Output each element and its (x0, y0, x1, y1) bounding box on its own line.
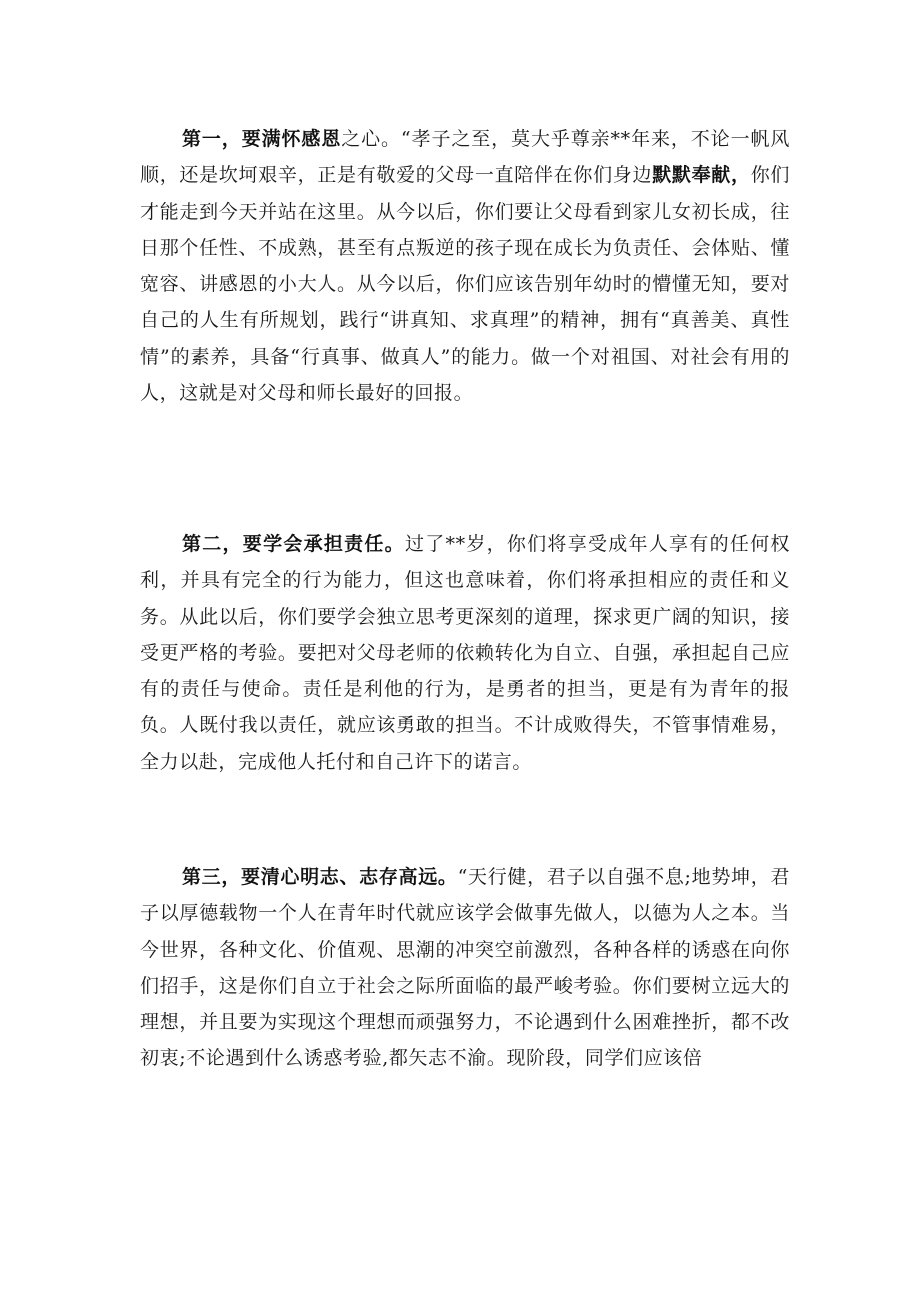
paragraph-responsibility (140, 526, 790, 780)
paragraph-text: “天行健，君子以自强不息;地势坤，君子以厚德载物一个人在青年时代就应该学会做事先做人，以德为人之本。当今世界，各种文化、价值观、思潮的冲突空前激烈，各种各样的诱惑在向你们招手，这是你们自立于社会之际所面临的最严峻考验。你们要树立远大的理想，并且要为实现这个理想而顽强努力，不论遇到什么困难挫折，都不改初衷;不论遇到什么诱惑考验,都矢志不渝。现阶段，同学们应该倍 (140, 866, 790, 1070)
paragraph-heading: 第二，要学会承担责任。 (182, 533, 405, 555)
paragraph-text: 过了**岁，你们将享受成年人享有的任何权利，并具有完全的行为能力，但这也意味着，你们将承担相应的责任和义务。从此以后，你们要学会独立思考更深刻的道理，探求更广阔的知识，接受更严格的考验。要把对父母老师的依赖转化为自立、自强，承担起自己应有的责任与使命。责任是利他的行为，是勇者的担当，更是有为青年的报负。人既付我以责任，就应该勇敢的担当。不计成败得失，不管事情难易，全力以赴，完成他人托付和自己许下的诺言。 (140, 533, 790, 773)
paragraph-heading: 第一，要满怀感恩 (182, 128, 342, 150)
paragraph-ambition (140, 859, 790, 1077)
paragraph-emphasis: 默默奉献， (652, 164, 751, 187)
paragraph-heading: 第三，要清心明志、志存高远。 (182, 866, 458, 888)
paragraph-gratitude (140, 121, 790, 411)
paragraph-text: 之心。“孝子之至，莫大乎尊亲**年来，不论一帆风顺，还是坎坷艰辛，正是有敬爱的父母一直陪伴在你们身边 (140, 128, 790, 187)
paragraph-text: 你们才能走到今天并站在这里。从今以后，你们要让父母看到家儿女初长成，往日那个任性、不成熟，甚至有点叛逆的孩子现在成长为负责任、会体贴、懂宽容、讲感恩的小大人。从今以后，你们应该告别年幼时的懵懂无知，要对自己的人生有所规划，践行“讲真知、求真理”的精神，拥有“真善美、真性情”的素养，具备“行真事、做真人”的能力。做一个对祖国、对社会有用的人，这就是对父母和师长最好的回报。 (140, 164, 790, 405)
